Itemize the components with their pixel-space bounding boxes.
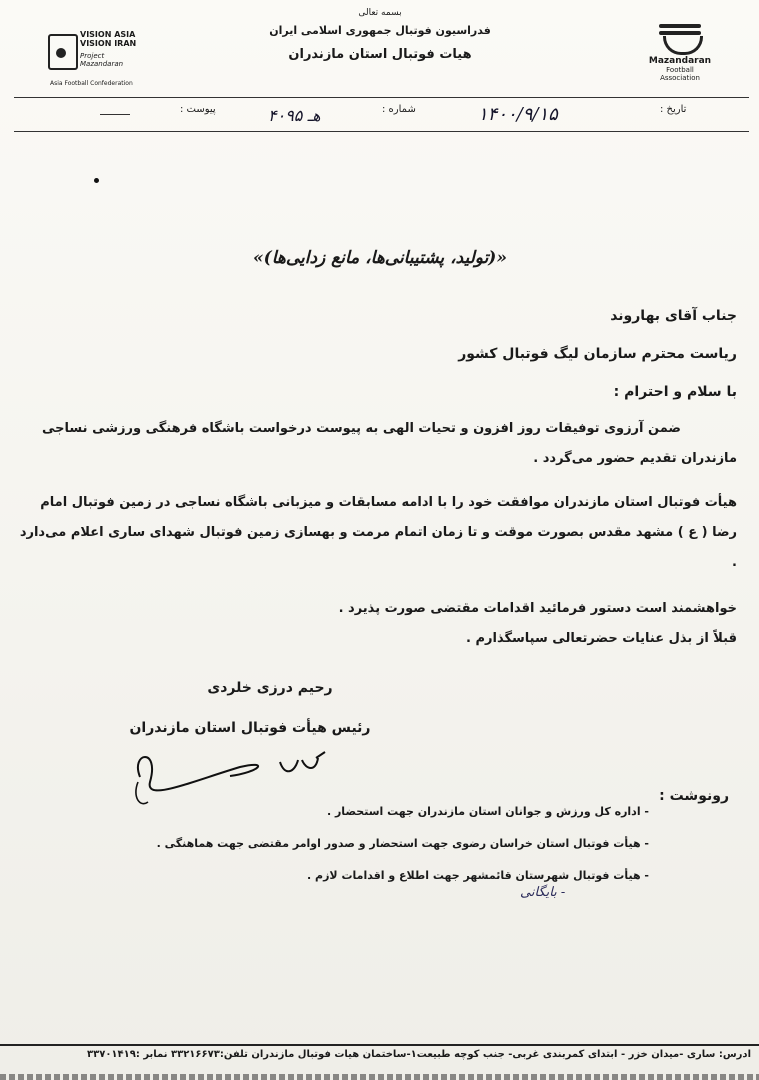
request-line: خواهشمند است دستور فرمائید اقدامات مقتضی صورت پذیرد .: [338, 601, 737, 616]
number-value: ۴۰۹۵ هـ: [268, 106, 321, 125]
logo-football: Football: [666, 66, 694, 74]
vision-asia-logo: [48, 30, 140, 92]
letterhead: [230, 8, 530, 62]
ink-dot: [94, 178, 99, 183]
footer-cutoff-text: [0, 1068, 759, 1080]
basmala: بسمه تعالی: [358, 8, 402, 18]
vision-subtitle: Project Mazandaran: [80, 52, 124, 68]
thanks-line: قبلاً از بذل عنایات حضرتعالی سپاسگذارم .: [466, 631, 737, 646]
attachment-label: پیوست :: [180, 104, 216, 115]
signer-title: رئیس هیأت فوتبال استان مازندران: [129, 720, 371, 736]
recipient-title: ریاست محترم سازمان لیگ فوتبال کشور: [458, 346, 737, 362]
cc-item: - هیأت فوتبال استان خراسان رضوی جهت استحضار و صدور اوامر مقتضی جهت هماهنگی .: [156, 837, 649, 850]
vision-confederation: Asia Football Confederation: [50, 80, 133, 87]
crest-icon: [655, 22, 705, 56]
logo-region: Mazandaran: [648, 56, 712, 66]
logo-association: Association: [660, 74, 700, 82]
body-paragraph-3: [17, 594, 737, 654]
cc-heading: رونوشت :: [659, 788, 729, 804]
date-value: ۱۴۰۰/۹/۱۵: [478, 104, 558, 125]
mazandaran-football-logo: [640, 22, 720, 94]
attachment-dash: [100, 114, 130, 115]
cc-item: - اداره کل ورزش و جوانان استان مازندران جهت استحضار .: [326, 805, 649, 818]
greeting: با سلام و احترام :: [613, 384, 737, 400]
body-paragraph-2: هیأت فوتبال استان مازندران موافقت خود را با ادامه مسابقات و میزبانی باشگاه نساجی در زمین فوتبال امام رضا ( ع ) مشهد مقدس بصورت موقت و تا زمان اتمام مرمت و بهسازی زمین فوتبال شهدای ساری اعلام می‌دارد .: [19, 495, 737, 570]
date-label: تاریخ :: [660, 104, 687, 115]
signer-name: رحیم درزی خلردی: [207, 680, 333, 696]
vision-title: VISION ASIA VISION IRAN: [80, 30, 137, 48]
cc-item: - هیأت فوتبال شهرستان قائمشهر جهت اطلاع و اقدامات لازم .: [307, 869, 649, 882]
recipient-name: جناب آقای بهاروند: [610, 308, 737, 324]
meta-divider: [14, 131, 749, 132]
federation-name: فدراسیون فوتبال جمهوری اسلامی ایران: [269, 24, 491, 37]
footer-address: آدرس: ساری -میدان خزر - ابتدای کمربندی غربی- جنب کوچه طبیعت۱-ساختمان هیات فوتبال مازندران تلفن:۳۳۲۱۶۶۷۳ نمابر :۳۳۷۰۱۴۱۹: [87, 1049, 751, 1060]
header-divider: [14, 97, 749, 98]
footer-divider: [0, 1044, 759, 1046]
body-paragraph-1: ضمن آرزوی توفیقات روز افزون و تحیات الهی به پیوست درخواست باشگاه فرهنگی ورزشی نساجی مازندران تقدیم حضور می‌گردد .: [42, 421, 737, 466]
year-motto: «(تولید، پشتیبانی‌ها، مانع زدایی‌ها)»: [253, 248, 507, 268]
board-name: هیات فوتبال استان مازندران: [288, 47, 472, 62]
archive-handwritten-note: - بایگانی: [520, 885, 566, 900]
federation-badge-icon: [48, 34, 78, 70]
cc-list: [49, 796, 649, 892]
number-label: شماره :: [382, 104, 416, 115]
